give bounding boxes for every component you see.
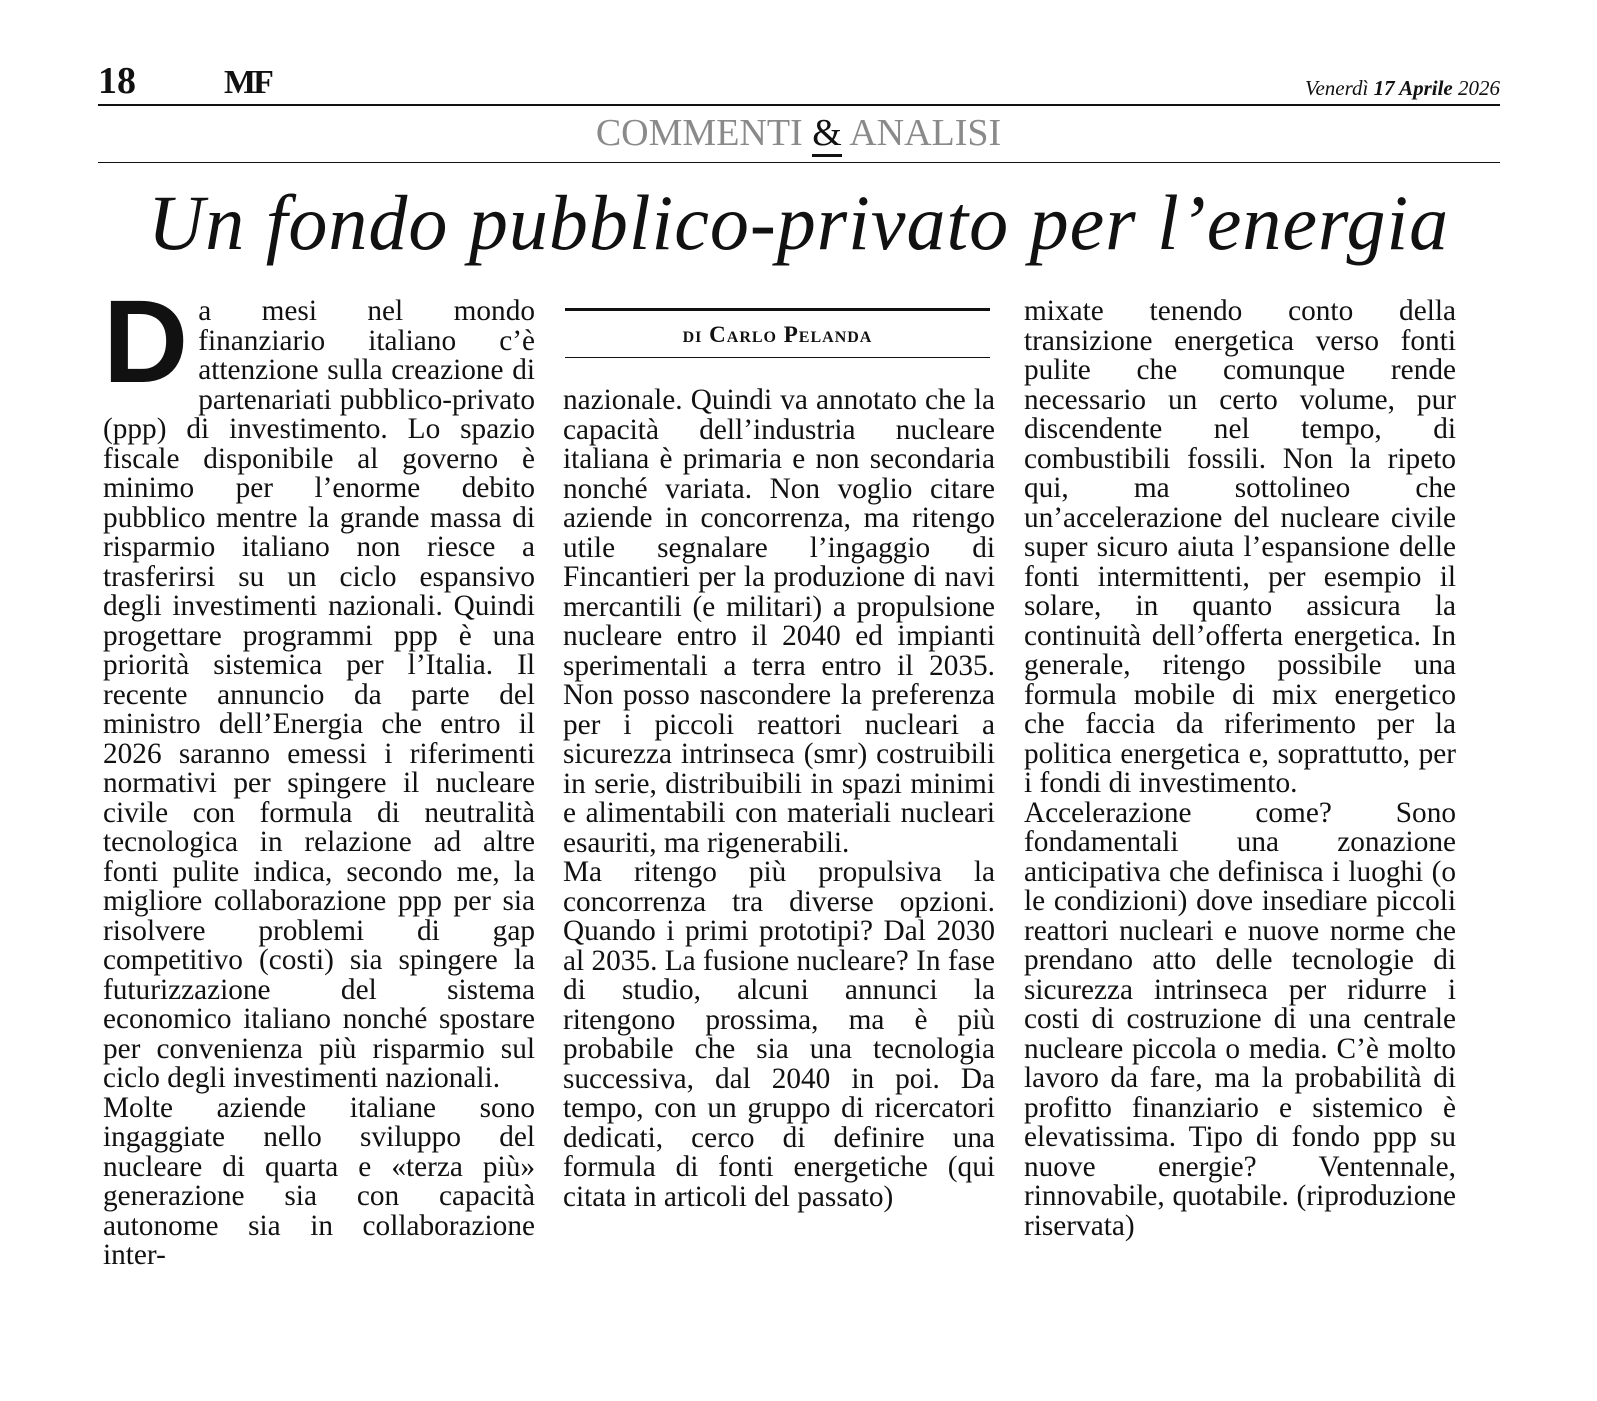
- author-byline: di Carlo Pelanda: [682, 322, 873, 347]
- article-paragraph: mixate tenendo conto della transizione energetica verso fonti pulite che comunque rende necessario un certo volume, pur discendente nel tempo, di combustibili fossili. Non la ripeto qui, ma sottolineo che un’accelerazione del nucleare civile super sicuro aiuta l’espansione delle fonti intermittenti, per esempio il solare, in quanto assicura la continuità dell’offerta energetica. In generale, ritengo possibile una formula mobile di mix energetico che faccia da riferimento per la politica energetica e, soprattutto, per i fondi di investimento.: [1024, 295, 1456, 799]
- section-rule: [98, 162, 1500, 163]
- section-label-right: ANALISI: [849, 112, 1002, 154]
- masthead-logo: MF: [224, 64, 271, 101]
- article-paragraph: Ma ritengo più propulsiva la concorrenza tra diverse opzioni. Quando i primi prototipi? Dal 2030 al 2035. La fusione nucleare? In fase di studio, alcuni annunci la ritengono prossima, ma è più probabile che sia una tecnologia successiva, dal 2040 in poi. Da tempo, con un gruppo di ricercatori dedicati, cerco di definire una formula di fonti energetiche (qui citata in articoli del passato): [563, 856, 995, 1213]
- article-paragraph: Molte aziende italiane sono ingaggiate nello sviluppo del nucleare di quarta e «terza più» generazione sia con capacità autonome sia in collaborazione inter-: [103, 1091, 535, 1271]
- article-paragraph: nazionale. Quindi va annotato che la capacità dell’industria nucleare italiana è primaria e non secondaria nonché variata. Non voglio citare aziende in concorrenza, ma ritengo utile segnalare l’ingaggio di Fincantieri per la produzione di navi mercantili (e militari) a propulsione nucleare entro il 2040 ed impianti sperimentali a terra entro il 2035. Non posso nascondere la preferenza per i piccoli reattori nucleari a sicurezza intrinseca (smr) costruibili in serie, distribuibili in spazi minimi e alimentabili con materiali nucleari esauriti, ma rigenerabili.: [563, 384, 995, 859]
- byline-box: [565, 308, 990, 358]
- section-label-left: COMMENTI: [595, 112, 803, 154]
- section-label-ampersand: &: [812, 112, 842, 157]
- issue-date-weekday: Venerdì: [1304, 76, 1369, 100]
- article-column-2: [563, 386, 995, 1212]
- article-headline: Un fondo pubblico-privato per l’energia: [147, 179, 1450, 266]
- article-paragraph: [103, 276, 535, 1094]
- paragraph-text: a mesi nel mondo finanziario italiano c’è attenzione sulla creazione di partenariati pubblico-privato (ppp) di investimento. Lo spazio fiscale disponibile al governo è minimo per l’enorme debito pubblico mentre la grande massa di risparmio italiano non riesce a trasferirsi su un ciclo espansivo degli investimenti nazionali. Quindi progettare programmi ppp è una priorità sistemica per l’Italia. Il recente annuncio da parte del ministro dell’Energia che entro il 2026 saranno emessi i riferimenti normativi per spingere il nucleare civile con formula di neutralità tecnologica in relazione ad altre fonti pulite indica, secondo me, la migliore collaborazione ppp per sia risolvere problemi di gap competitivo (costi) sia spingere la futurizzazione del sistema economico italiano nonché spostare per convenienza più risparmio sul ciclo degli investimenti nazionali.: [103, 295, 535, 1094]
- issue-date: [1305, 78, 1500, 99]
- section-label: [0, 114, 1597, 152]
- article-paragraph: Accelerazione come? Sono fondamentali una zonazione anticipativa che definisca i luoghi (o le condizioni) dove insediare piccoli reattori nucleari e nuove norme che prendano atto delle tecnologie di sicurezza intrinseca per ridurre i costi di costruzione di una centrale nucleare piccola o media. C’è molto lavoro da fare, ma la probabilità di profitto finanziario e sistemico è elevatissima. Tipo di fondo ppp su nuove energie? Ventennale, rinnovabile, quotabile. (riproduzione riservata): [1024, 796, 1456, 1242]
- issue-date-day-month: 17 Aprile: [1373, 76, 1453, 100]
- page-number: 18: [98, 60, 136, 102]
- header-rule: [98, 104, 1500, 106]
- issue-date-year: 2026: [1458, 76, 1500, 100]
- article-column-1: [103, 276, 535, 1271]
- drop-cap: D: [103, 276, 189, 408]
- article-column-3: [1024, 297, 1456, 1241]
